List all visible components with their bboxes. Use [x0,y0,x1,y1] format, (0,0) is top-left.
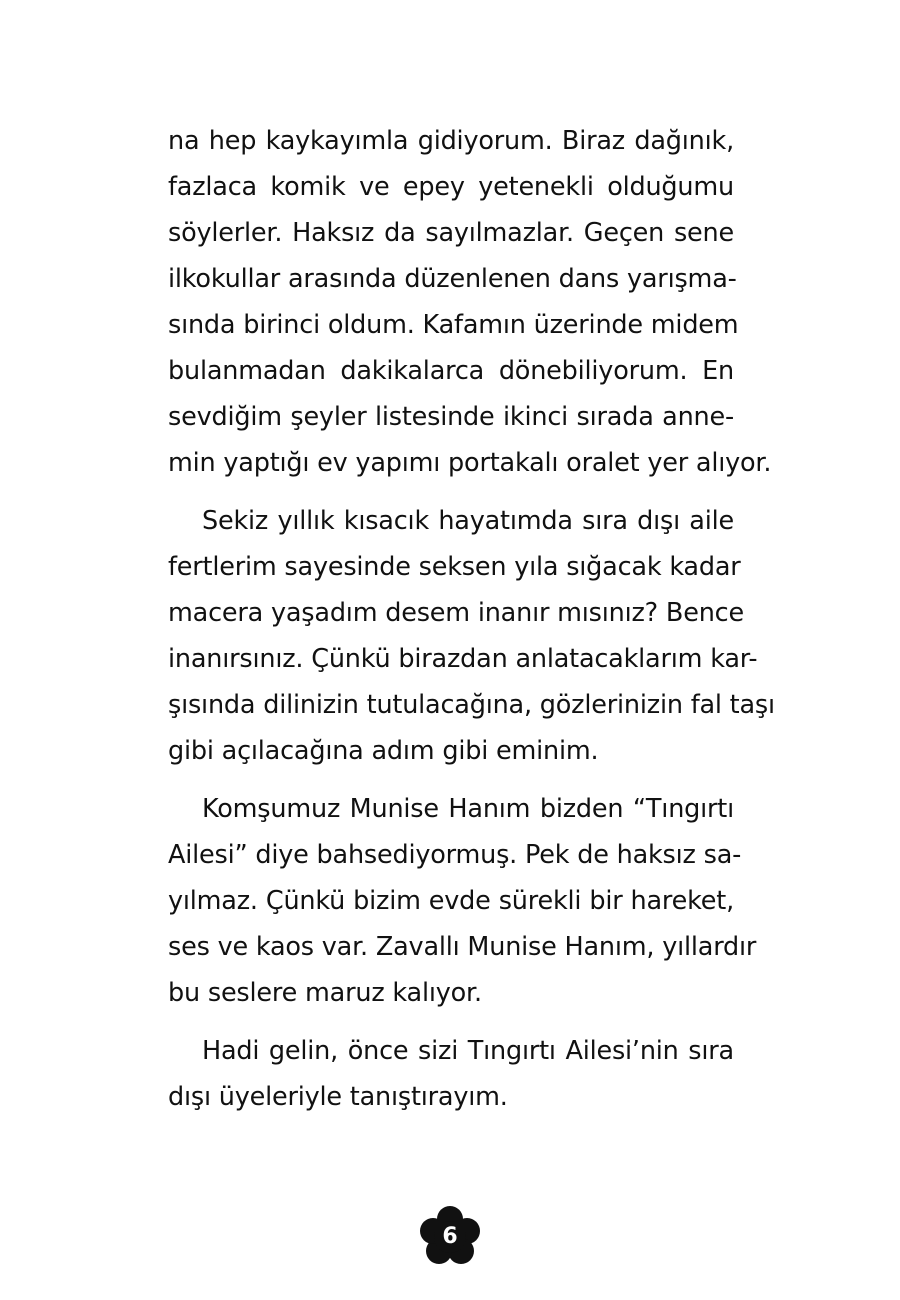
text-line: gibi açılacağına adım gibi eminim. [168,736,599,766]
text-line: na hep kaykayımla gidiyorum. Biraz dağınık, [168,126,734,156]
paragraph-spacer [168,774,734,786]
text-line: Hadi gelin, önce sizi Tıngırtı Ailesi’nin sıra [202,1036,734,1066]
paragraph [168,1028,734,1120]
text-line: şısında dilinizin tutulacağına, gözlerinizin fal taşı [168,690,775,720]
text-line: fertlerim sayesinde seksen yıla sığacak kadar [168,552,741,582]
text-line: dışı üyeleriyle tanıştırayım. [168,1082,508,1112]
text-line: Sekiz yıllık kısacık hayatımda sıra dışı aile [202,506,734,536]
text-line: bulanmadan dakikalarca dönebiliyorum. En [168,356,734,386]
text-line: sında birinci oldum. Kafamın üzerinde midem [168,310,739,340]
text-line: fazlaca komik ve epey yetenekli olduğumu [168,172,734,202]
text-line: bu seslere maruz kalıyor. [168,978,482,1008]
text-line: inanırsınız. Çünkü birazdan anlatacaklarım kar- [168,644,758,674]
paragraph [168,786,757,1016]
text-line: ilkokullar arasında düzenlenen dans yarışma- [168,264,737,294]
text-line: ses ve kaos var. Zavallı Munise Hanım, yıllardır [168,932,757,962]
text-line: macera yaşadım desem inanır mısınız? Bence [168,598,744,628]
text-line: yılmaz. Çünkü bizim evde sürekli bir hareket, [168,886,734,916]
page-body [168,118,775,1120]
page-number-badge [418,1205,482,1269]
text-line: Ailesi” diye bahsediyormuş. Pek de haksız sa- [168,840,742,870]
paragraph [168,118,772,486]
page-number: 6 [442,1224,458,1249]
text-line: söylerler. Haksız da sayılmazlar. Geçen sene [168,218,734,248]
paragraph-spacer [168,1016,734,1028]
text-line: min yaptığı ev yapımı portakalı oralet yer alıyor. [168,448,772,478]
text-line: sevdiğim şeyler listesinde ikinci sırada anne- [168,402,734,432]
paragraph-spacer [168,486,734,498]
paragraph [168,498,775,774]
text-line: Komşumuz Munise Hanım bizden “Tıngırtı [202,794,734,824]
